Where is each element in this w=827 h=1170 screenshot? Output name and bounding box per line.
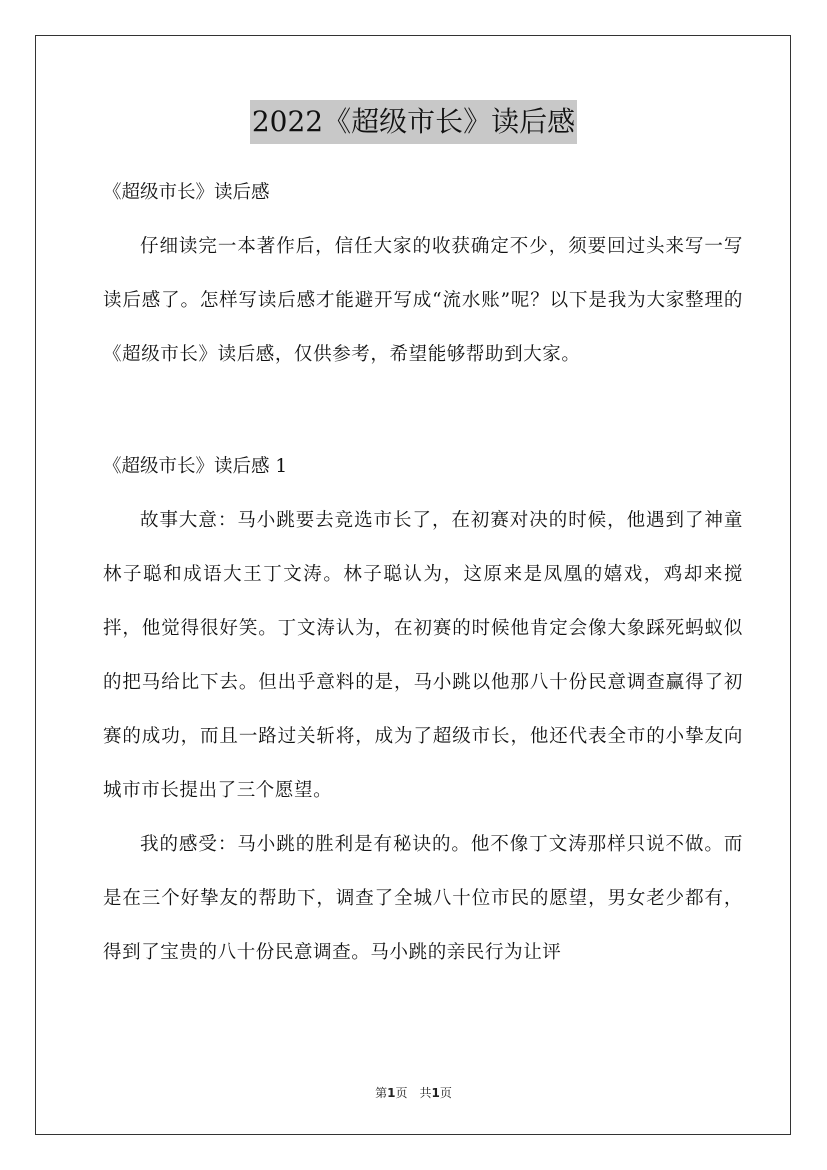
footer-prefix: 第	[375, 1086, 388, 1100]
section-heading: 《超级市长》读后感	[103, 182, 270, 203]
intro-paragraph: 仔细读完一本著作后，信任大家的收获确定不少，须要回过头来写一写读后感了。怎样写读后感才能避开写成“流水账”呢？以下是我为大家整理的《超级市长》读后感，仅供参考，希望能够帮助到大家。	[103, 236, 743, 365]
essay-heading: 《超级市长》读后感 1	[103, 456, 288, 477]
total-pages: 1	[431, 1086, 440, 1100]
essay-paragraph-1: 故事大意：马小跳要去竞选市长了，在初赛对决的时候，他遇到了神童林子聪和成语大王丁文涛。林子聪认为，这原来是凤凰的嬉戏，鸡却来搅拌，他觉得很好笑。丁文涛认为，在初赛的时候他肯定会像大象踩死蚂蚁似的把马给比下去。但出乎意料的是，马小跳以他那八十份民意调查赢得了初赛的成功，而且一路过关斩将，成为了超级市长，他还代表全市的小挚友向城市市长提出了三个愿望。	[103, 510, 743, 801]
document-body	[103, 170, 743, 980]
footer-mid: 页 共	[395, 1086, 432, 1100]
title-container	[0, 100, 827, 144]
spacer	[103, 382, 743, 444]
document-title: 2022《超级市长》读后感	[250, 100, 577, 144]
footer-suffix: 页	[439, 1086, 452, 1100]
page-footer	[0, 1084, 827, 1101]
page-number: 1	[387, 1086, 396, 1100]
essay-paragraph-2: 我的感受：马小跳的胜利是有秘诀的。他不像丁文涛那样只说不做。而是在三个好挚友的帮助下，调查了全城八十位市民的愿望，男女老少都有，得到了宝贵的八十份民意调查。马小跳的亲民行为让评	[103, 834, 743, 963]
